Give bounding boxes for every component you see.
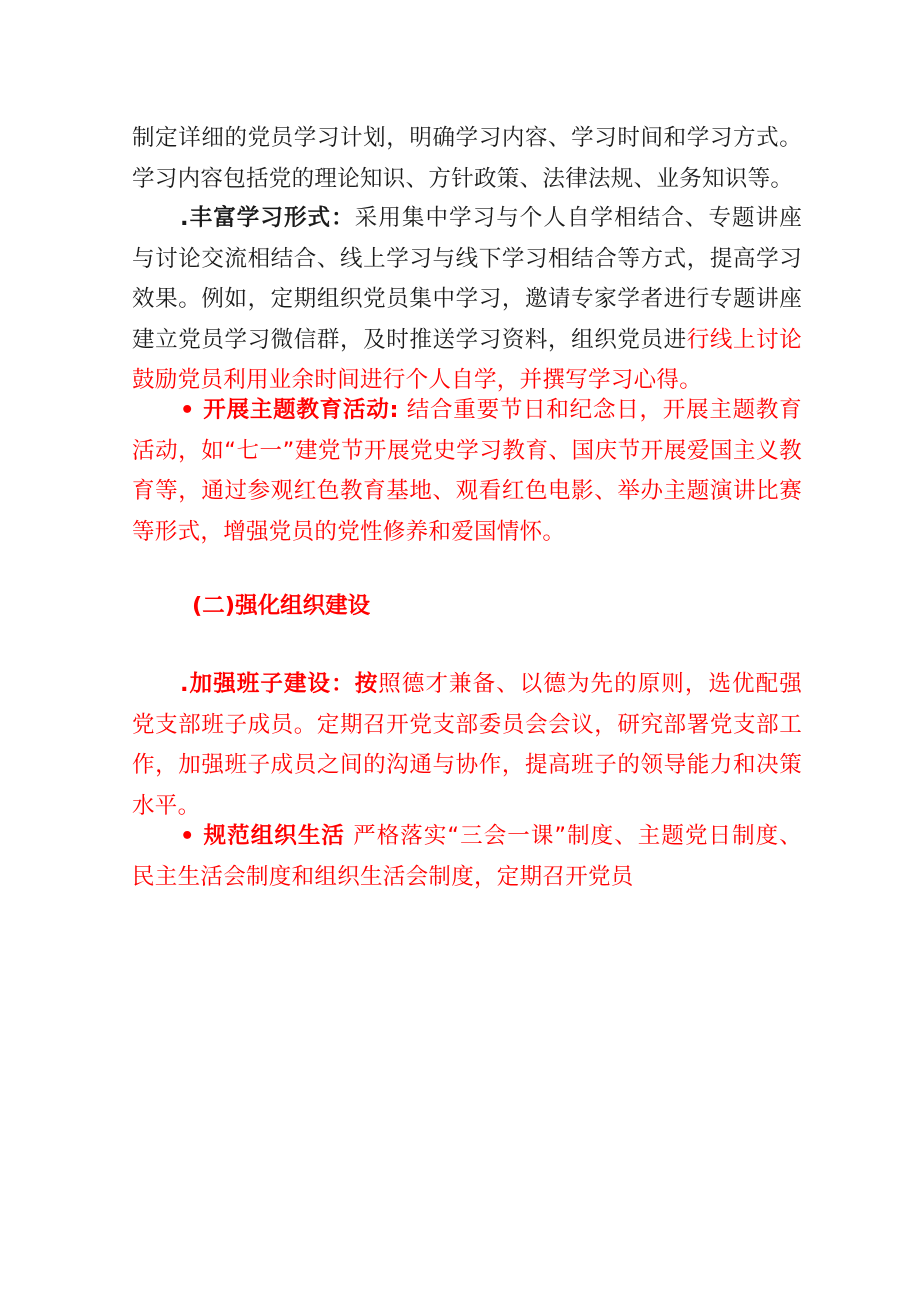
theme-education-text: 结合重要节日和纪念日，开展主题教育活动，如“七一”建党节开展党史学习教育、国庆节开展爱国主义教育等，通过参观红色教育基地、观看红色电影、举办主题演讲比赛等形式，增强党员的党性修养和爱国情怀。 [132,397,802,545]
org-life-title: • 规范组织生活 [180,823,345,849]
paragraph-leadership [132,664,802,826]
study-forms-text: 采用集中学习与个人自学相结合、专题讲座与讨论交流相结合、线上学习与线下学习相结合等方式，提高学习效果。例如，定期组织党员集中学习，邀请专家学者进行专题讲座建立党员学习微信群，及时推送学习资料，组织党员进 [132,205,803,353]
paragraph-study-forms [132,198,802,401]
leadership-title: .加强班子建设：按 [180,671,379,697]
paragraph-study-plan [132,118,802,199]
study-plan-text: 制定详细的党员学习计划，明确学习内容、学习时间和学习方式。学习内容包括党的理论知识、方针政策、法律法规、业务知识等。 [132,125,802,192]
study-forms-red-text: 行线上讨论鼓励党员利用业余时间进行个人自学，并撰写学习心得。 [132,326,802,393]
paragraph-theme-education [132,390,802,552]
org-life-text: 严格落实“三会一课”制度、主题党日制度、民主生活会制度和组织生活会制度，定期召开党员 [132,823,802,890]
theme-education-title: • 开展主题教育活动: [180,397,399,423]
section-heading-organization: (二)强化组织建设 [192,593,371,619]
paragraph-org-life [132,816,802,897]
study-forms-title: .丰富学习形式： [180,205,355,231]
leadership-text: 照德才兼备、以德为先的原则，选优配强党支部班子成员。定期召开党支部委员会会议，研究部署党支部工作，加强班子成员之间的沟通与协作，提高班子的领导能力和决策水平。 [132,671,802,819]
